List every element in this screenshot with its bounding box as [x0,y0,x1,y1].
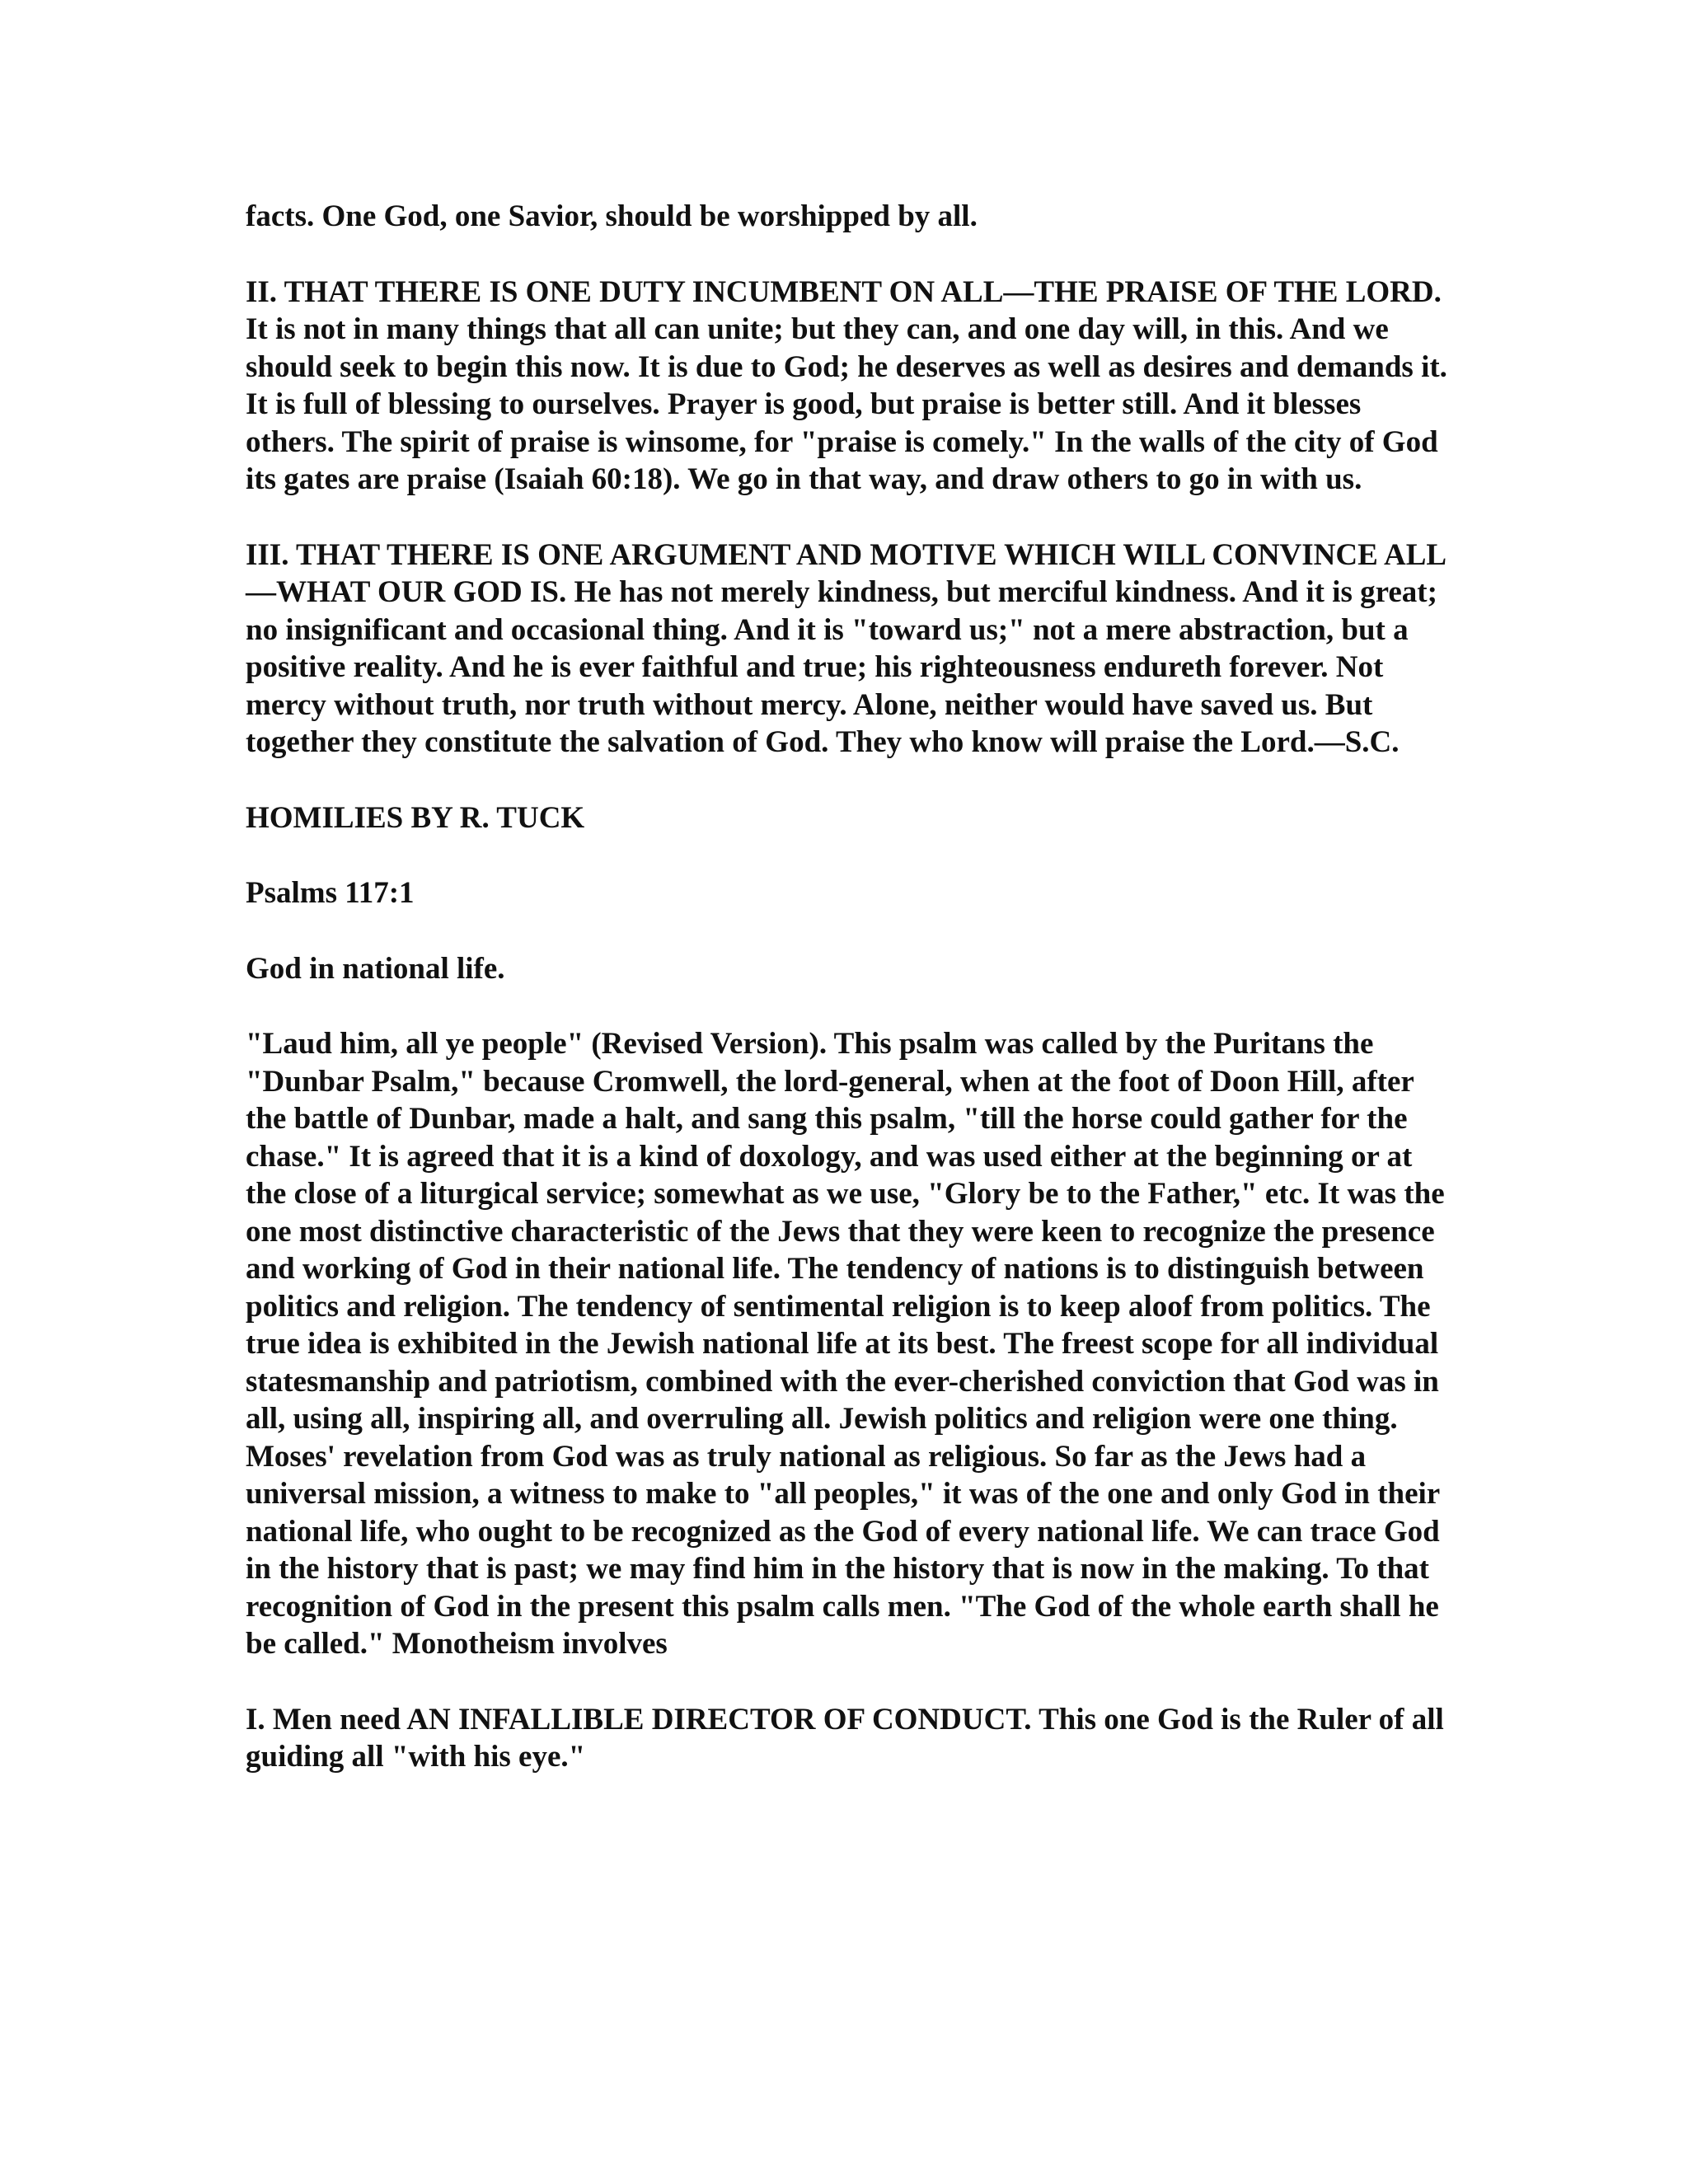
heading-homilies: HOMILIES BY R. TUCK [246,800,585,835]
paragraph-point-one: I. Men need AN INFALLIBLE DIRECTOR OF CONDUCT. This one God is the Ruler of all guiding all "with his eye." [246,1702,1444,1774]
paragraph-closing-line: facts. One God, one Savior, should be worshipped by all. [246,199,978,233]
paragraph-section-three: III. THAT THERE IS ONE ARGUMENT AND MOTIVE WHICH WILL CONVINCE ALL—WHAT OUR GOD IS. He has not merely kindness, but merciful kindness. And it is great; no insignificant and occasional thing. And it is "toward us;" not a mere abstraction, but a positive reality. And he is ever faithful and true; his righteousness endureth forever. Not mercy without truth, nor truth without mercy. Alone, neither would have saved us. But together they constitute the salvation of God. They who know will praise the Lord.—S.C. [246,537,1447,759]
paragraph-section-two: II. THAT THERE IS ONE DUTY INCUMBENT ON ALL—THE PRAISE OF THE LORD. It is not in many things that all can unite; but they can, and one day will, in this. And we should seek to begin this now. It is due to God; he deserves as well as desires and demands it. It is full of blessing to ourselves. Prayer is good, but praise is better still. And it blesses others. The spirit of praise is winsome, for "praise is comely." In the walls of the city of God its gates are praise (Isaiah 60:18). We go in that way, and draw others to go in with us. [246,274,1447,496]
scripture-reference: Psalms 117:1 [246,876,415,910]
paragraph-homily-body: "Laud him, all ye people" (Revised Version). This psalm was called by the Puritans the "Dunbar Psalm," because Cromwell, the lord-general, when at the foot of Doon Hill, after the battle of Dunbar, made a halt, and sang this psalm, "till the horse could gather for the chase." It is agreed that it is a kind of doxology, and was used either at the beginning or at the close of a liturgical service; somewhat as we use, "Glory be to the Father," etc. It was the one most distinctive characteristic of the Jews that they were keen to recognize the presence and working of God in their national life. The tendency of nations is to distinguish between politics and religion. The tendency of sentimental religion is to keep aloof from politics. The true idea is exhibited in the Jewish national life at its best. The freest scope for all individual statesmanship and patriotism, combined with the ever-cherished conviction that God was in all, using all, inspiring all, and overruling all. Jewish politics and religion were one thing. Moses' revelation from God was as truly national as religious. So far as the Jews had a universal mission, a witness to make to "all peoples," it was of the one and only God in their national life, who ought to be recognized as the God of every national life. We can trace God in the history that is past; we may find him in the history that is now in the making. To that recognition of God in the present this psalm calls men. "The God of the whole earth shall he be called." Monotheism involves [246,1027,1445,1661]
homily-title: God in national life. [246,951,505,986]
document-page [246,198,1457,1814]
